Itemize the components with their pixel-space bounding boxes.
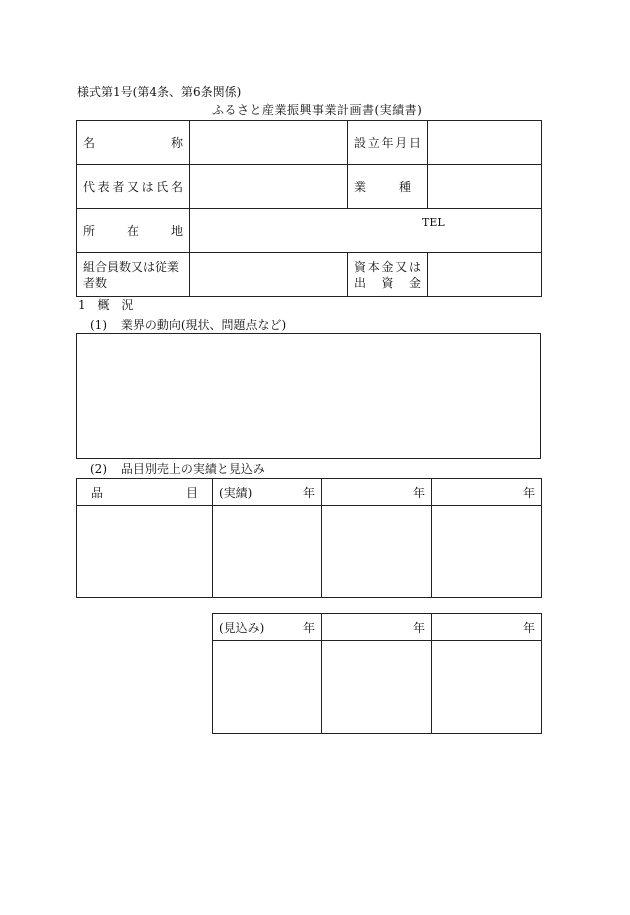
capital-label-cell: [348, 253, 428, 297]
actual-year-header: (実績) 年: [219, 485, 315, 500]
forecast-year-header-cell: [213, 614, 322, 641]
forecast-value-cell-2[interactable]: [322, 641, 432, 734]
forecast-value-cell-3[interactable]: [432, 641, 542, 734]
name-value-cell[interactable]: [190, 121, 348, 165]
forecast-year-header: (見込み) 年: [219, 620, 315, 635]
item-header-cell: [77, 479, 213, 506]
capital-label-line1: 資 本 金 又 は: [354, 259, 421, 274]
members-label-cell: [77, 253, 190, 297]
actual-value-cell[interactable]: [213, 506, 322, 598]
capital-value-cell[interactable]: [428, 253, 542, 297]
business-value-cell[interactable]: [428, 165, 542, 209]
form-title: ふるさと産業振興事業計画書(実績書): [212, 103, 423, 117]
representative-label-cell: [77, 165, 190, 209]
representative-label: 代 表 者 又 は 氏 名: [83, 180, 183, 194]
members-label-line1: 組合員数又は従業: [83, 259, 180, 274]
actual-year-header-cell: [213, 479, 322, 506]
representative-value-cell[interactable]: [190, 165, 348, 209]
sales-actual-table: [76, 478, 542, 598]
applicant-info-table: [76, 120, 542, 297]
sales-forecast-table: [212, 613, 542, 734]
tel-label: TEL: [422, 216, 445, 229]
capital-label-line2: 出 資 金: [354, 275, 421, 290]
subsection2-heading: (2) 品目別売上の実績と見込み: [90, 462, 265, 476]
name-label-cell: [77, 121, 190, 165]
established-value-cell[interactable]: [428, 121, 542, 165]
members-label-line2: 者数: [83, 275, 108, 290]
members-value-cell[interactable]: [190, 253, 348, 297]
year-header-cell-3: 年: [432, 479, 542, 506]
section1-heading: 1 概 況: [78, 298, 134, 312]
location-label: 所 在 地: [83, 224, 183, 238]
name-label: 名 称: [83, 136, 183, 150]
year-header-cell-2: 年: [322, 479, 432, 506]
business-label: 業 種: [354, 180, 411, 194]
form-number-label: 様式第1号(第4条、第6条関係): [77, 85, 242, 99]
location-value-cell[interactable]: [190, 209, 542, 253]
subsection1-heading: (1) 業界の動向(現状、問題点など): [90, 318, 287, 332]
established-label-cell: [348, 121, 428, 165]
location-label-cell: [77, 209, 190, 253]
year2-value-cell[interactable]: [322, 506, 432, 598]
forecast-year-header-cell-2: 年: [322, 614, 432, 641]
established-label: 設 立 年 月 日: [354, 136, 421, 150]
forecast-value-cell-1[interactable]: [213, 641, 322, 734]
item-header: 品 目: [91, 485, 198, 500]
business-label-cell: [348, 165, 428, 209]
year3-value-cell[interactable]: [432, 506, 542, 598]
industry-trend-box[interactable]: [76, 333, 541, 459]
forecast-year-header-cell-3: 年: [432, 614, 542, 641]
item-value-cell[interactable]: [77, 506, 213, 598]
